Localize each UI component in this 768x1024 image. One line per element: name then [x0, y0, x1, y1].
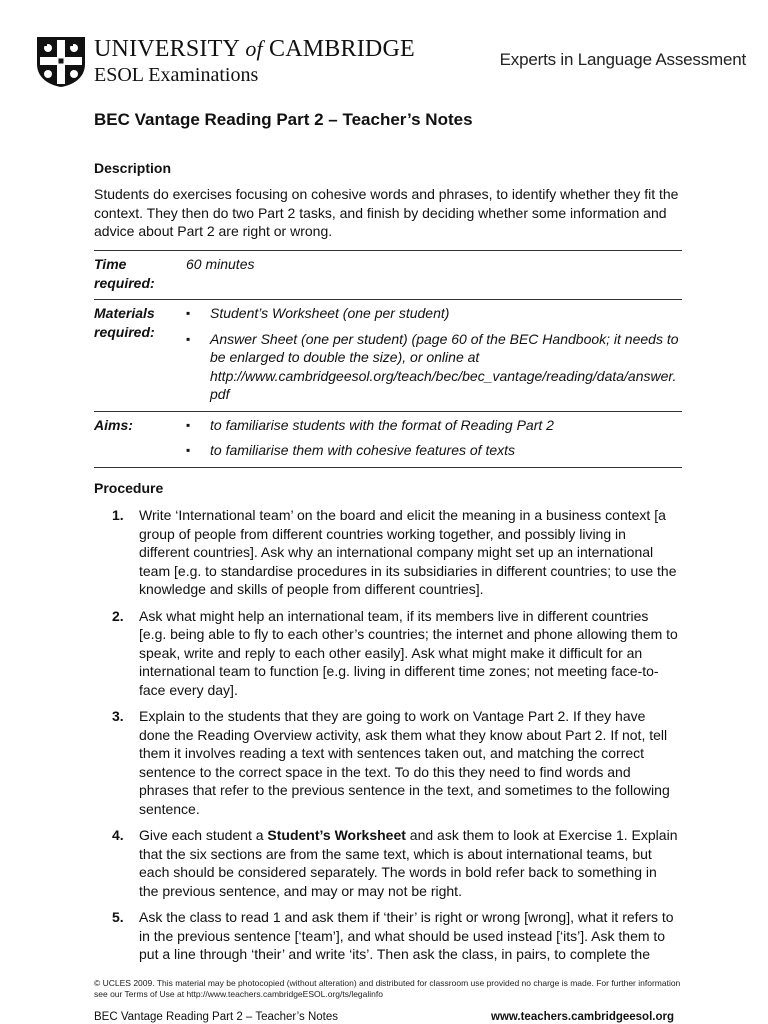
- time-value: 60 minutes: [186, 256, 255, 272]
- procedure-step: [112, 607, 678, 700]
- procedure-step: [112, 506, 678, 599]
- procedure-step: [112, 707, 678, 818]
- materials-list: [186, 304, 682, 404]
- step-number: 2.: [112, 607, 124, 624]
- esol-examinations: ESOL Examinations: [94, 64, 259, 86]
- procedure-step: [112, 908, 678, 964]
- materials-label: Materials required:: [94, 305, 155, 340]
- page-header: [36, 34, 746, 90]
- step-text: Ask the class to read 1 and ask them if ‘their’ is right or wrong [wrong], what it refers to in the previous sentence [‘team’], and what should be used instead [‘its’]. Ask them to put a line through ‘their’ and write ‘its’. Then ask the class, in pairs, to complete the: [139, 909, 674, 962]
- description-text: Students do exercises focusing on cohesive words and phrases, to identify whether they fit the context. They then do two Part 2 tasks, and finish by deciding whether some information and advice about Part 2 are right or wrong.: [94, 186, 679, 239]
- procedure-step: [112, 826, 678, 900]
- materials-row: [94, 300, 682, 412]
- step-number: 5.: [112, 909, 124, 925]
- list-item: ▪ to familiarise them with cohesive features of texts: [186, 441, 682, 460]
- copyright-footnote: © UCLES 2009. This material may be photocopied (without alteration) and distributed for classroom use provided no charge is made. For further information see our Terms of Use at http://www.teachers.cambridgeESOL.org/ts/legalinfo: [94, 978, 681, 999]
- aims-list: [186, 416, 682, 460]
- step-text: Explain to the students that they are going to work on Vantage Part 2. If they have done the Reading Overview activity, ask them what they know about Part 2. If not, tell them it involves reading a text with sentences taken out, and matching the correct sentence to the correct space in the text. To do this they need to find words and phrases that refer to the previous sentence in the text, and sometimes to the following sentence.: [139, 708, 670, 817]
- tagline: Experts in Language Assessment: [499, 50, 746, 69]
- step-text: Write ‘International team’ on the board and elicit the meaning in a business context [a group of people from different countries working together, and possibly living in different countries]. Ask why an international company might set up an international team [e.g. to standardise procedures in its subsidiaries in different countries; to use the knowledge and skills of people from different countries].: [139, 507, 677, 597]
- cambridge-crest-icon: [36, 36, 86, 88]
- list-item: ▪ Answer Sheet (one per student) (page 60 of the BEC Handbook; it needs to be enlarged to double the size), or online at http://www.cambridgeesol.org/teach/bec/bec_vantage/reading/data/answer.pdf: [186, 330, 682, 404]
- step-text: Give each student a Student’s Worksheet and ask them to look at Exercise 1. Explain that the six sections are from the same text, which is about international teams, but each should be considered separately. The words in bold refer back to something in the previous sentence, and may or may not be right.: [139, 827, 678, 899]
- document-title: BEC Vantage Reading Part 2 – Teacher’s Notes: [94, 110, 473, 129]
- procedure-heading: Procedure: [94, 480, 164, 496]
- university-name: UNIVERSITY of CAMBRIDGE: [94, 36, 415, 62]
- procedure-list: [112, 506, 678, 972]
- list-item: ▪ to familiarise students with the format of Reading Part 2: [186, 416, 682, 435]
- time-label: Time required:: [94, 256, 155, 291]
- time-row: [94, 251, 682, 300]
- aims-row: [94, 411, 682, 467]
- description-heading: Description: [94, 160, 172, 176]
- step-number: 3.: [112, 708, 124, 724]
- step-number: 1.: [112, 507, 124, 523]
- footer-website-link[interactable]: www.teachers.cambridgeesol.org: [491, 1011, 674, 1023]
- aims-label: Aims:: [94, 416, 133, 433]
- info-table: [94, 250, 682, 468]
- list-item: ▪ Student’s Worksheet (one per student): [186, 304, 682, 323]
- step-text: Ask what might help an international team, if its members live in different countries [e.g. being able to fly to each other’s countries; the internet and phone allowing them to speak, write and reply to each other easily]. Ask what might make it difficult for an international team to function [e.g. living in different time zones; not meeting face-to-face every day].: [139, 607, 678, 698]
- worksheet-emphasis: Student’s Worksheet: [267, 827, 406, 843]
- step-number: 4.: [112, 827, 124, 843]
- footer-title: BEC Vantage Reading Part 2 – Teacher’s Notes: [94, 1011, 338, 1023]
